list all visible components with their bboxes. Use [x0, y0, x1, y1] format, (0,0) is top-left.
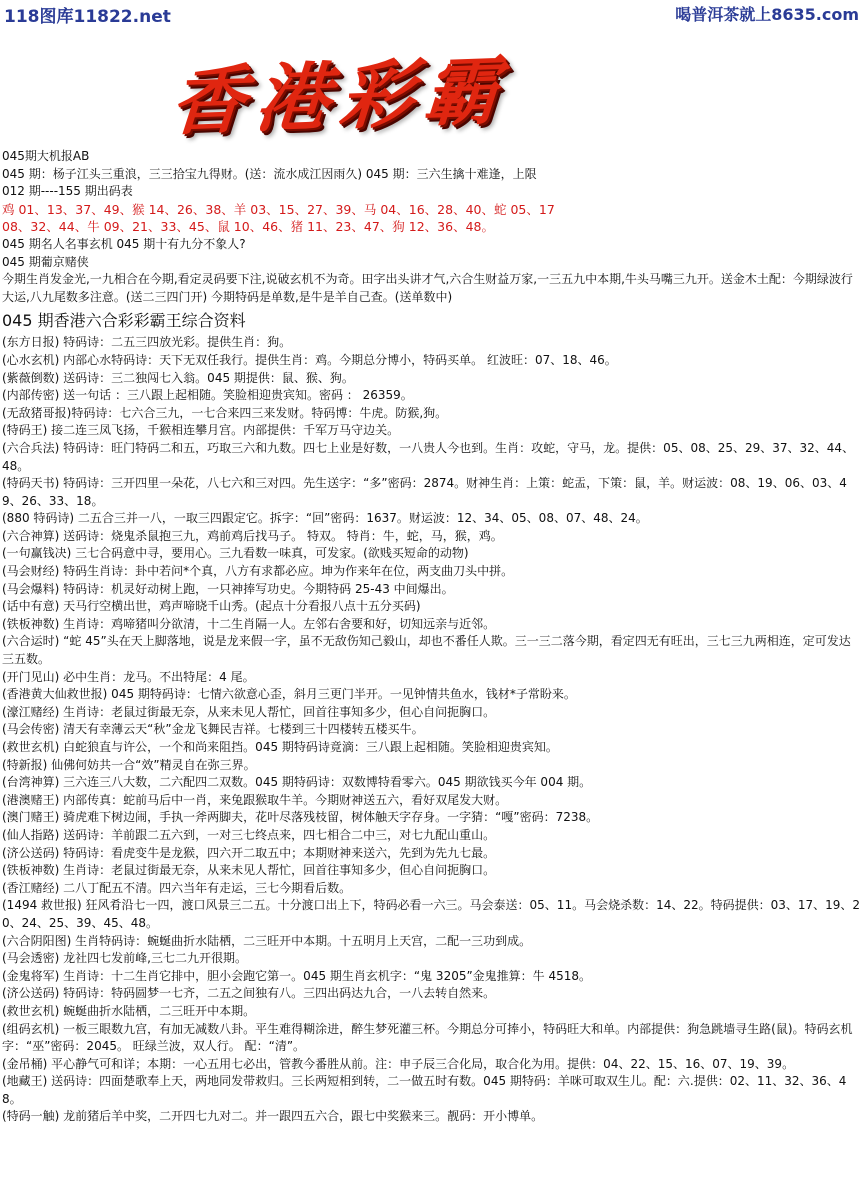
list-item: (六合阴阳图) 生肖特码诗：蜿蜒曲折水陆栖，二三旺开中本期。十五明月上天宫，二配一三功到成。 — [2, 933, 532, 948]
intro-line: 045期大机报AB — [2, 149, 90, 163]
list-item: (台湾神算) 三六连三八大数，二六配四二双数。045 期特码诗：双数博特看零六。045 期欲钱买今年 004 期。 — [2, 775, 592, 790]
list-item: (香港黄大仙救世报) 045 期特码诗：七情六欲意心歪，斜月三更门半开。一见钟情共鱼水，钱材*子常盼来。 — [2, 687, 576, 702]
list-item: (组码玄机) 一板三眼数九宫，有加无减数八卦。平生难得糊涂进，醉生梦死灌三杯。今期总分可捧小，特码旺大和单。内部提供：狗急跳墙寻生路(鼠)。特码玄机字：“巫”密码：2045。 旺绿兰波，双人行。 配：“清”。 — [2, 1021, 853, 1054]
list-item: (特码天书) 特码诗：三开四里一朵花，八七六和三对四。先生送字：“多”密码：2874。财神生肖：上策：蛇盂，下策：鼠，羊。财运波：08、19、06、03、49、26、33、18。 — [2, 476, 847, 508]
list-item: (马会爆料) 特码诗：机灵好动树上跑，一只神捧写功史。今期特码 25-43 中间爆出。 — [2, 581, 454, 596]
list-item: (880 特码诗) 二五合三并一八，一取三四跟定它。拆字：“回”密码：1637。财运波：12、34、05、08、07、48、24。 — [2, 511, 648, 526]
entries-list — [2, 334, 861, 1126]
list-item: (六合运时) “蛇 45”头在天上脚落地，说是龙来假一字，虽不无敌伤知己毅山，却也不番任人欺。三一三二落今期，看定四无有旺出，三七三九两相连，定可发达三五数。 — [2, 634, 851, 667]
code-table-row: 鸡 01、13、37、49、猴 14、26、38、羊 03、15、27、39、马 04、16、28、40、蛇 05、17 — [2, 201, 555, 217]
list-item: (金鬼将军) 生肖诗：十二生肖它排中，胆小会跑它第一。045 期生肖玄机字：“鬼 3205”金鬼推算：牛 4518。 — [2, 968, 592, 983]
list-item: (仙人指路) 送码诗：羊前跟二五六到，一对三七终点来，四七相合二中三，对七九配山重山。 — [2, 827, 496, 842]
section-title: 045 期香港六合彩彩霸王综合资料 — [2, 311, 246, 331]
list-item: (开门见山) 必中生肖：龙马。不出特尾：4 尾。 — [2, 669, 255, 684]
list-item: (澳门赌王) 骑虎难下树边闹，手执一斧两脚夫，花叶尽落残枝留，树体触天字存身。一字猜：“嘎”密码：7238。 — [2, 810, 599, 825]
list-item: (东方日报) 特码诗：二五三四放光彩。提供生肖：狗。 — [2, 335, 292, 350]
list-item: (六合神算) 送码诗：烧鬼杀鼠抱三九，鸡前鸡后找马子。 特双。 特肖：牛，蛇，马，猴，鸡。 — [2, 528, 503, 543]
list-item: (话中有意) 天马行空横出世，鸡声啼晓千山秀。(起点十分看报八点十五分买码) — [2, 599, 421, 614]
list-item: (香江赌经) 二八丁配五不清。四六当年有走运，三七今期看后数。 — [2, 880, 352, 895]
list-item: (心水玄机) 内部心水特码诗：天下无双任我行。提供生肖：鸡。今期总分博小，特码买单。 红波旺：07、18、46。 — [2, 352, 617, 367]
list-item: (救世玄机) 蜿蜒曲折水陆栖，二三旺开中本期。 — [2, 1003, 256, 1018]
list-item: (马会透密) 龙社四七发前峰,三七二九开很期。 — [2, 951, 247, 966]
prediction-paragraph: 今期生肖发金光,一九相合在今期,看定灵码要下注,说破玄机不为奇。田字出头讲才气,六合生财益万家,一三五九中本期,牛头马嘴三九开。送金木土配：今期绿波行大运,八九尾数多注意。(送二三四门开) 今期特码是单数,是牛是羊自己查。(送单数中) — [2, 272, 853, 304]
list-item: (马会传密) 清天有幸薄云天“秋”金龙飞舞民吉祥。七楼到三十四楼转五楼买牛。 — [2, 722, 424, 737]
article-content — [2, 148, 861, 1126]
list-item: (铁板神数) 生肖诗：鸡啼猪叫分欲清，十二生肖隔一人。左邻右舍要和好，切知远亲与近邻。 — [2, 616, 496, 631]
list-item: (特码一触) 龙前猪后羊中奖，二开四七九对二。并一跟四五六合，跟七中奖猴来三。靓码：开小博单。 — [2, 1109, 544, 1124]
list-item: (一句赢钱决) 三七合码意中寻，要用心。三九看数一味真，可发家。(欲贱买短命的动物) — [2, 546, 469, 561]
intro-line: 045 期：杨子江头三重浪，三三拾宝九得财。(送：流水成江因雨久) 045 期：三六生擒十难逢，上限 — [2, 166, 537, 181]
site-link-right[interactable]: 喝普洱茶就上8635.com — [675, 5, 859, 24]
list-item: (济公送码) 特码诗：看虎变牛是龙猴，四六开二取五中；本期财神来送六，先到为先九七最。 — [2, 845, 496, 860]
list-item: (内部传密) 送一句话 ：三八跟上起相随。笑脸相迎贵宾知。密码 ： 26359。 — [2, 388, 413, 403]
list-item: (无敌猪哥报)特码诗：七六合三九，一七合来四三来发财。特码博：牛虎。防猴,狗。 — [2, 405, 448, 420]
list-item: (紫薇倒数) 送码诗：三二独闯七入翁。045 期提供：鼠、猴、狗。 — [2, 370, 354, 385]
mid-line: 045 期名人名事玄机 045 期十有九分不象人? — [2, 236, 246, 251]
list-item: (1494 救世报) 狂风肴沿七一四，渡口风景三二五。十分渡口出上下，特码必看一六三。马会泰送：05、11。马会烧杀数：14、22。特码提供：03、17、19、20、24、25、39、45、48。 — [2, 898, 861, 930]
list-item: (港澳赌王) 内部传真：蛇前马后中一肖，来兔跟猴取牛羊。今期财神送五六，看好双尾发大财。 — [2, 792, 508, 807]
banner-title: 香港彩霸 — [168, 48, 512, 146]
intro-line: 012 期----155 期出码表 — [2, 184, 133, 199]
list-item: (铁板神数) 生肖诗：老鼠过街最无奈，从来未见人帮忙，回首往事知多少，但心自问扼胸口。 — [2, 863, 496, 878]
list-item: (特码王) 接二连三凤飞扬，千猴相连攀月宫。内部提供：千军万马守边关。 — [2, 423, 400, 438]
mid-line: 045 期葡京赌侠 — [2, 254, 89, 269]
site-link-left[interactable]: 118图库11822.net — [4, 7, 171, 27]
list-item: (六合兵法) 特码诗：旺门特码二和五，巧取三六和九数。四七上业是好数，一八贵人今也到。生肖：攻蛇，守马，龙。提供：05、08、25、29、37、32、44、48。 — [2, 440, 855, 473]
list-item: (金吊桶) 平心静气可和详；本期：一心五用七必出，管教今番胜从前。注：申子辰三合化局，取合化为用。提供：04、22、15、16、07、19、39。 — [2, 1056, 795, 1071]
list-item: (济公送码) 特码诗：特码圆梦一七齐，二五之间独有八。三四出码达九合，一八去转自然来。 — [2, 986, 496, 1001]
top-bar — [0, 0, 863, 26]
code-table-row: 08、32、44、牛 09、21、33、45、鼠 10、46、猪 11、23、47、狗 12、36、48。 — [2, 219, 494, 235]
list-item: (濠江赌经) 生肖诗：老鼠过街最无奈，从来未见人帮忙，回首往事知多少，但心自问扼胸口。 — [2, 704, 496, 719]
list-item: (特新报) 仙佛何妨共一合“效”精灵自在弥三界。 — [2, 757, 256, 772]
list-item: (地藏王) 送码诗：四面楚歌奉上天，两地同发带救归。三长两短相到转，二一做五时有数。045 期特码：羊咪可取双生儿。配：六.提供：02、11、32、36、48。 — [2, 1074, 847, 1106]
banner — [120, 30, 560, 148]
list-item: (救世玄机) 白蛇狼直与许公，一个和尚来阻挡。045 期特码诗竟滴：三八跟上起相随。笑脸相迎贵宾知。 — [2, 740, 558, 754]
list-item: (马会财经) 特码生肖诗：卦中若问*个真，八方有求都必应。坤为作来年在位，两支曲刀头中拼。 — [2, 564, 514, 579]
